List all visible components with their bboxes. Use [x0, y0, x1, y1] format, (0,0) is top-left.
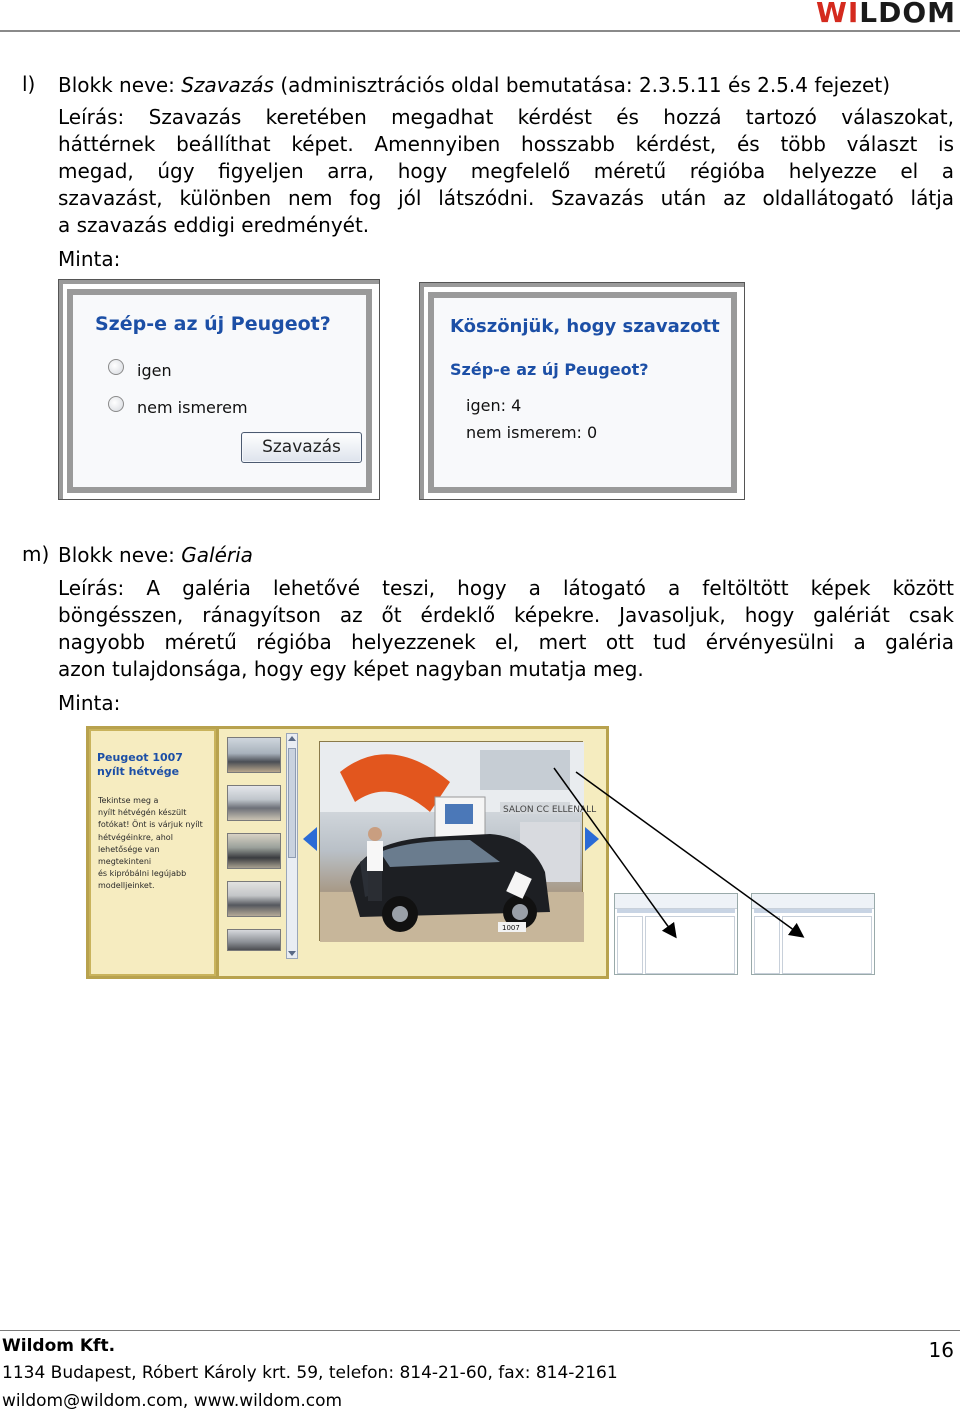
radio-igen[interactable] — [108, 359, 124, 375]
radio-nem-ismerem[interactable] — [108, 396, 124, 412]
poll-form-sample — [58, 279, 380, 500]
footer-company: Wildom Kft. — [2, 1336, 116, 1356]
block-name-label: Blokk neve: — [58, 73, 182, 97]
footer-address: 1134 Budapest, Róbert Károly krt. 59, telefon: 814-21-60, fax: 814-2161 — [2, 1363, 618, 1383]
poll-left-bar — [59, 280, 63, 499]
option-nem-ismerem-label: nem ismerem — [137, 398, 248, 417]
gallery-text-line: modelljeinket. — [98, 881, 155, 891]
poll-thanks: Köszönjük, hogy szavazott — [450, 316, 720, 337]
gallery-text-line: hétvégéinkre, ahol — [98, 832, 173, 842]
gallery-title: Peugeot 1007 nyílt hétvége — [97, 751, 183, 778]
result-top-bar — [420, 283, 744, 287]
poll-result-sample — [419, 282, 745, 500]
gallery-thumbnail[interactable] — [227, 833, 281, 869]
arrow-to-second-page-icon — [576, 772, 802, 936]
gallery-text-line: lehetősége van megtekinteni — [98, 844, 160, 867]
section-m-desc-line-2: böngésszen, ránagyítson az őt érdeklő képekre. Javasoljuk, hogy galériát csak — [58, 603, 954, 627]
block-name-label: Blokk neve: — [58, 543, 182, 567]
gallery-info-panel — [89, 729, 216, 976]
banner-text: SALON CC ELLENALL — [503, 805, 597, 815]
result-igen: igen: 4 — [466, 396, 522, 415]
pointer-arrows — [540, 760, 820, 950]
section-l-minta: Minta: — [58, 247, 121, 271]
gallery-text-line: és kipróbálni legújabb — [98, 869, 187, 879]
gallery-sample — [86, 726, 609, 979]
section-m-minta: Minta: — [58, 691, 121, 715]
section-m-desc-line-1: Leírás: A galéria lehetővé teszi, hogy a látogató a feltöltött képek között — [58, 576, 954, 600]
gallery-thumbnail[interactable] — [227, 785, 281, 821]
wildom-logo — [816, 0, 956, 29]
scroll-down-icon[interactable] — [288, 951, 296, 956]
section-l-desc-line-2: háttérnek beállíthat képet. Amennyiben hosszabb kérdést, és több választ is — [58, 132, 954, 156]
scroll-thumb[interactable] — [288, 748, 296, 858]
page-number: 16 — [928, 1338, 954, 1362]
section-m-desc-line-3: nagyobb méretű régióba helyezzenek el, mert ott tud érvényesülni a galéria — [58, 630, 954, 654]
section-l-letter: l) — [22, 72, 36, 96]
section-m-heading — [58, 542, 253, 569]
block-reference: (adminisztrációs oldal bemutatása: 2.3.5.11 és 2.5.4 fejezet) — [273, 73, 890, 97]
section-l-heading — [58, 72, 890, 99]
previous-arrow-icon[interactable] — [303, 827, 317, 851]
section-m-letter: m) — [22, 542, 50, 566]
section-l-desc-line-4: szavazást, különben nem fog jól látszódni. Szavazás után az oldallátogató látja — [58, 186, 954, 210]
footer-contact: wildom@wildom.com, www.wildom.com — [2, 1391, 343, 1411]
poll-top-bar — [59, 280, 379, 284]
option-igen-label: igen — [137, 361, 172, 380]
section-l-desc-line-5: a szavazás eddigi eredményét. — [58, 213, 370, 237]
section-l-desc-line-1: Leírás: Szavazás keretében megadhat kérdést és hozzá tartozó válaszokat, — [58, 105, 954, 129]
gallery-text-line: Tekintse meg a — [98, 796, 159, 805]
footer-divider — [0, 1330, 960, 1331]
arrow-to-first-page-icon — [554, 768, 675, 936]
poll-question: Szép-e az új Peugeot? — [95, 313, 331, 335]
block-name: Szavazás — [181, 73, 274, 97]
result-left-bar — [420, 283, 424, 499]
logo-part-2: LDOM — [859, 0, 956, 29]
section-l-desc-line-3: megad, úgy figyeljen arra, hogy megfelelő méretű régióba helyezze el a — [58, 159, 954, 183]
poll-result-question: Szép-e az új Peugeot? — [450, 360, 649, 379]
section-m-desc-line-4: azon tulajdonsága, hogy egy képet nagyban mutatja meg. — [58, 657, 644, 681]
vote-button[interactable]: Szavazás — [241, 432, 362, 463]
scroll-up-icon[interactable] — [288, 736, 296, 741]
gallery-thumbnail[interactable] — [227, 737, 281, 773]
gallery-text-line: nyílt hétvégén készült — [98, 808, 187, 818]
gallery-thumbnail[interactable] — [227, 881, 281, 917]
logo-part-1: WI — [815, 0, 860, 29]
block-name: Galéria — [181, 543, 253, 567]
thumbnail-scrollbar[interactable] — [286, 733, 298, 959]
plate-text: 1007 — [502, 924, 520, 932]
poll-result-panel — [428, 292, 737, 493]
result-nem-ismerem: nem ismerem: 0 — [466, 423, 598, 442]
header-divider — [0, 30, 960, 32]
gallery-thumbnail[interactable] — [227, 929, 281, 951]
gallery-description — [98, 795, 214, 893]
gallery-text-line: fotókat! Önt is várjuk nyílt — [98, 820, 203, 830]
poll-form-panel — [67, 289, 372, 493]
